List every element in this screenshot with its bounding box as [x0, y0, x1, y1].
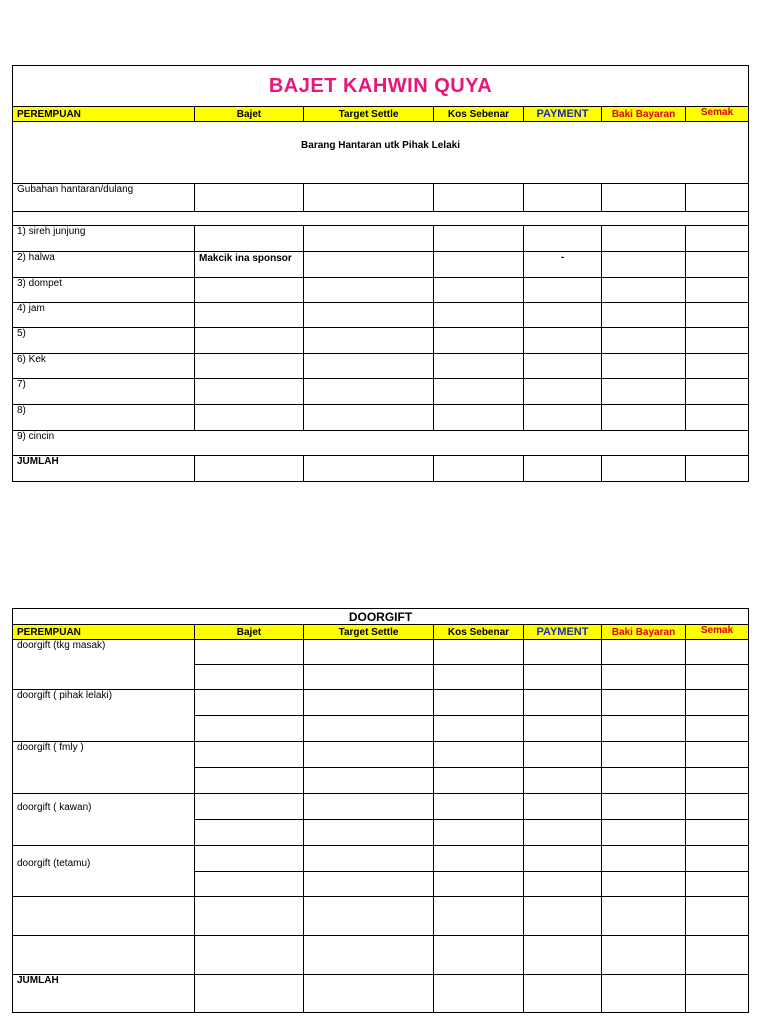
target-settle-cell[interactable]	[304, 665, 434, 690]
kos-sebenar-cell[interactable]	[434, 354, 524, 379]
semak-cell[interactable]	[686, 405, 749, 431]
payment-cell[interactable]	[524, 354, 602, 379]
semak-cell[interactable]	[686, 184, 749, 212]
item-label: 6) Kek	[13, 354, 195, 379]
payment-cell[interactable]	[524, 897, 602, 936]
table-row	[13, 897, 749, 936]
payment-cell[interactable]	[524, 768, 602, 794]
bajet-cell[interactable]	[195, 379, 304, 405]
payment-cell[interactable]	[524, 640, 602, 665]
item-label: 1) sireh junjung	[13, 226, 195, 252]
semak-cell[interactable]	[686, 252, 749, 278]
target-settle-cell[interactable]	[304, 184, 434, 212]
bajet-cell[interactable]	[195, 665, 304, 690]
target-settle-cell[interactable]	[304, 328, 434, 354]
payment-cell[interactable]	[524, 665, 602, 690]
payment-cell[interactable]	[524, 405, 602, 431]
kos-sebenar-cell[interactable]	[434, 768, 524, 794]
header-target-settle: Target Settle	[304, 625, 434, 640]
payment-cell[interactable]	[524, 226, 602, 252]
payment-cell[interactable]: -	[524, 252, 602, 278]
item-label: doorgift ( kawan)	[13, 794, 195, 846]
budget-title-cell	[13, 66, 749, 107]
header-perempuan: PEREMPUAN	[13, 107, 195, 122]
kos-sebenar-cell[interactable]	[434, 184, 524, 212]
bajet-cell[interactable]	[195, 716, 304, 742]
doorgift-title-cell	[13, 609, 749, 625]
spacer-cell	[13, 212, 749, 226]
total-label: JUMLAH	[13, 456, 195, 482]
target-settle-total-cell[interactable]	[304, 456, 434, 482]
bajet-cell[interactable]	[195, 184, 304, 212]
kos-sebenar-cell[interactable]	[434, 846, 524, 872]
baki-bayaran-cell[interactable]	[602, 665, 686, 690]
header-bajet: Bajet	[195, 625, 304, 640]
bajet-cell[interactable]	[195, 820, 304, 846]
payment-cell[interactable]	[524, 846, 602, 872]
header-bajet: Bajet	[195, 107, 304, 122]
section-title: Barang Hantaran utk Pihak Lelaki	[13, 122, 749, 184]
semak-cell[interactable]	[686, 690, 749, 716]
baki-bayaran-cell[interactable]	[602, 252, 686, 278]
table-row	[13, 742, 749, 768]
table-row	[13, 405, 749, 431]
item-label: doorgift (tkg masak)	[13, 640, 195, 690]
bajet-cell[interactable]	[195, 742, 304, 768]
target-settle-cell[interactable]	[304, 846, 434, 872]
baki-bayaran-cell[interactable]	[602, 897, 686, 936]
baki-bayaran-cell[interactable]	[602, 354, 686, 379]
item-cell[interactable]	[13, 897, 195, 936]
semak-cell[interactable]	[686, 897, 749, 936]
item-cell[interactable]	[13, 936, 195, 975]
item-label: Gubahan hantaran/dulang	[13, 184, 195, 212]
item-label: 2) halwa	[13, 252, 195, 278]
page-title: BAJET KAHWIN QUYA	[268, 74, 493, 97]
bajet-total-cell[interactable]	[195, 456, 304, 482]
bajet-cell[interactable]	[195, 226, 304, 252]
total-row	[13, 456, 749, 482]
kos-sebenar-cell[interactable]	[434, 794, 524, 820]
item-label: 8)	[13, 405, 195, 431]
bajet-cell[interactable]	[195, 690, 304, 716]
item-label: doorgift (tetamu)	[13, 846, 195, 897]
kos-sebenar-cell[interactable]	[434, 328, 524, 354]
spacer-row	[13, 212, 749, 226]
semak-cell[interactable]	[686, 354, 749, 379]
target-settle-cell[interactable]	[304, 872, 434, 897]
payment-cell[interactable]	[524, 328, 602, 354]
table-row	[13, 328, 749, 354]
table-row	[13, 690, 749, 716]
bajet-cell[interactable]	[195, 768, 304, 794]
table-row	[13, 846, 749, 872]
item-label: 7)	[13, 379, 195, 405]
kos-sebenar-total-cell[interactable]	[434, 975, 524, 1013]
header-target-settle: Target Settle	[304, 107, 434, 122]
baki-bayaran-cell[interactable]	[602, 379, 686, 405]
bajet-cell[interactable]: Makcik ina sponsor	[195, 252, 304, 278]
kos-sebenar-total-cell[interactable]	[434, 456, 524, 482]
baki-bayaran-cell[interactable]	[602, 184, 686, 212]
target-settle-cell[interactable]	[304, 226, 434, 252]
table-row	[13, 252, 749, 278]
baki-bayaran-cell[interactable]	[602, 936, 686, 975]
kos-sebenar-cell[interactable]	[434, 897, 524, 936]
doorgift-header-row	[13, 625, 749, 640]
header-perempuan: PEREMPUAN	[13, 625, 195, 640]
table-row	[13, 354, 749, 379]
bajet-cell[interactable]	[195, 303, 304, 328]
table-row	[13, 640, 749, 665]
baki-bayaran-cell[interactable]	[602, 328, 686, 354]
header-semak: Semak	[686, 625, 749, 640]
baki-bayaran-cell[interactable]	[602, 742, 686, 768]
payment-total-cell[interactable]	[524, 975, 602, 1013]
kos-sebenar-cell[interactable]	[434, 405, 524, 431]
bajet-cell[interactable]	[195, 897, 304, 936]
payment-cell[interactable]	[524, 936, 602, 975]
header-payment: PAYMENT	[524, 107, 602, 122]
semak-total-cell[interactable]	[686, 456, 749, 482]
bajet-cell[interactable]	[195, 328, 304, 354]
item-label: doorgift ( fmly )	[13, 742, 195, 794]
payment-cell[interactable]	[524, 794, 602, 820]
baki-bayaran-cell[interactable]	[602, 716, 686, 742]
target-settle-total-cell[interactable]	[304, 975, 434, 1013]
header-baki-bayaran: Baki Bayaran	[602, 107, 686, 122]
payment-cell[interactable]	[524, 690, 602, 716]
baki-bayaran-cell[interactable]	[602, 640, 686, 665]
table-row	[13, 278, 749, 303]
target-settle-cell[interactable]	[304, 768, 434, 794]
item-label: doorgift ( pihak lelaki)	[13, 690, 195, 742]
header-kos-sebenar: Kos Sebenar	[434, 625, 524, 640]
bajet-cell[interactable]	[195, 640, 304, 665]
kos-sebenar-cell[interactable]	[434, 226, 524, 252]
baki-bayaran-cell[interactable]	[602, 226, 686, 252]
header-baki-bayaran: Baki Bayaran	[602, 625, 686, 640]
kos-sebenar-cell[interactable]	[434, 872, 524, 897]
total-label: JUMLAH	[13, 975, 195, 1013]
semak-cell[interactable]	[686, 379, 749, 405]
table-row	[13, 936, 749, 975]
item-label: 4) jam	[13, 303, 195, 328]
bajet-cell[interactable]	[195, 405, 304, 431]
semak-total-cell[interactable]	[686, 975, 749, 1013]
semak-cell[interactable]	[686, 846, 749, 872]
target-settle-cell[interactable]	[304, 278, 434, 303]
semak-cell[interactable]	[686, 303, 749, 328]
target-settle-cell[interactable]	[304, 690, 434, 716]
bajet-cell[interactable]	[195, 794, 304, 820]
bajet-cell[interactable]	[195, 872, 304, 897]
target-settle-cell[interactable]	[304, 379, 434, 405]
semak-cell[interactable]	[686, 820, 749, 846]
header-kos-sebenar: Kos Sebenar	[434, 107, 524, 122]
item-label: 3) dompet	[13, 278, 195, 303]
target-settle-cell[interactable]	[304, 640, 434, 665]
baki-bayaran-total-cell[interactable]	[602, 456, 686, 482]
bajet-total-cell[interactable]	[195, 975, 304, 1013]
semak-cell[interactable]	[686, 936, 749, 975]
baki-bayaran-cell[interactable]	[602, 278, 686, 303]
bajet-cell[interactable]	[195, 936, 304, 975]
payment-cell[interactable]	[524, 716, 602, 742]
item-label: 5)	[13, 328, 195, 354]
semak-cell[interactable]	[686, 278, 749, 303]
target-settle-cell[interactable]	[304, 354, 434, 379]
semak-cell[interactable]	[686, 768, 749, 794]
doorgift-title: DOORGIFT	[348, 609, 413, 624]
kos-sebenar-cell[interactable]	[434, 716, 524, 742]
table-row	[13, 303, 749, 328]
semak-cell[interactable]	[686, 640, 749, 665]
doorgift-table	[12, 608, 749, 1013]
baki-bayaran-cell[interactable]	[602, 303, 686, 328]
kos-sebenar-cell[interactable]	[434, 936, 524, 975]
budget-table	[12, 65, 749, 482]
payment-cell[interactable]	[524, 278, 602, 303]
target-settle-cell[interactable]	[304, 794, 434, 820]
total-row	[13, 975, 749, 1013]
target-settle-cell[interactable]	[304, 820, 434, 846]
table-row	[13, 226, 749, 252]
baki-bayaran-cell[interactable]	[602, 768, 686, 794]
kos-sebenar-cell[interactable]	[434, 690, 524, 716]
baki-bayaran-total-cell[interactable]	[602, 975, 686, 1013]
bajet-cell[interactable]	[195, 354, 304, 379]
table-row	[13, 379, 749, 405]
kos-sebenar-cell[interactable]	[434, 379, 524, 405]
semak-cell[interactable]	[686, 226, 749, 252]
baki-bayaran-cell[interactable]	[602, 820, 686, 846]
baki-bayaran-cell[interactable]	[602, 872, 686, 897]
kos-sebenar-cell[interactable]	[434, 303, 524, 328]
baki-bayaran-cell[interactable]	[602, 846, 686, 872]
semak-cell[interactable]	[686, 794, 749, 820]
payment-cell[interactable]	[524, 303, 602, 328]
payment-cell[interactable]	[524, 820, 602, 846]
payment-cell[interactable]	[524, 742, 602, 768]
table-row	[13, 184, 749, 212]
semak-cell[interactable]	[686, 872, 749, 897]
bajet-cell[interactable]	[195, 846, 304, 872]
kos-sebenar-cell[interactable]	[434, 665, 524, 690]
header-semak: Semak	[686, 107, 749, 122]
target-settle-cell[interactable]	[304, 936, 434, 975]
semak-cell[interactable]	[686, 716, 749, 742]
target-settle-cell[interactable]	[304, 252, 434, 278]
kos-sebenar-cell[interactable]	[434, 252, 524, 278]
kos-sebenar-cell[interactable]	[434, 742, 524, 768]
payment-cell[interactable]	[524, 184, 602, 212]
kos-sebenar-cell[interactable]	[434, 278, 524, 303]
table-row	[13, 431, 749, 456]
budget-header-row	[13, 107, 749, 122]
payment-cell[interactable]	[524, 872, 602, 897]
target-settle-cell[interactable]	[304, 897, 434, 936]
payment-total-cell[interactable]	[524, 456, 602, 482]
semak-cell[interactable]	[686, 742, 749, 768]
payment-cell[interactable]	[524, 379, 602, 405]
baki-bayaran-cell[interactable]	[602, 690, 686, 716]
table-row	[13, 794, 749, 820]
item-label: 9) cincin	[13, 431, 749, 456]
baki-bayaran-cell[interactable]	[602, 405, 686, 431]
target-settle-cell[interactable]	[304, 716, 434, 742]
target-settle-cell[interactable]	[304, 742, 434, 768]
header-payment: PAYMENT	[524, 625, 602, 640]
target-settle-cell[interactable]	[304, 405, 434, 431]
bajet-cell[interactable]	[195, 278, 304, 303]
target-settle-cell[interactable]	[304, 303, 434, 328]
kos-sebenar-cell[interactable]	[434, 820, 524, 846]
semak-cell[interactable]	[686, 328, 749, 354]
kos-sebenar-cell[interactable]	[434, 640, 524, 665]
semak-cell[interactable]	[686, 665, 749, 690]
baki-bayaran-cell[interactable]	[602, 794, 686, 820]
